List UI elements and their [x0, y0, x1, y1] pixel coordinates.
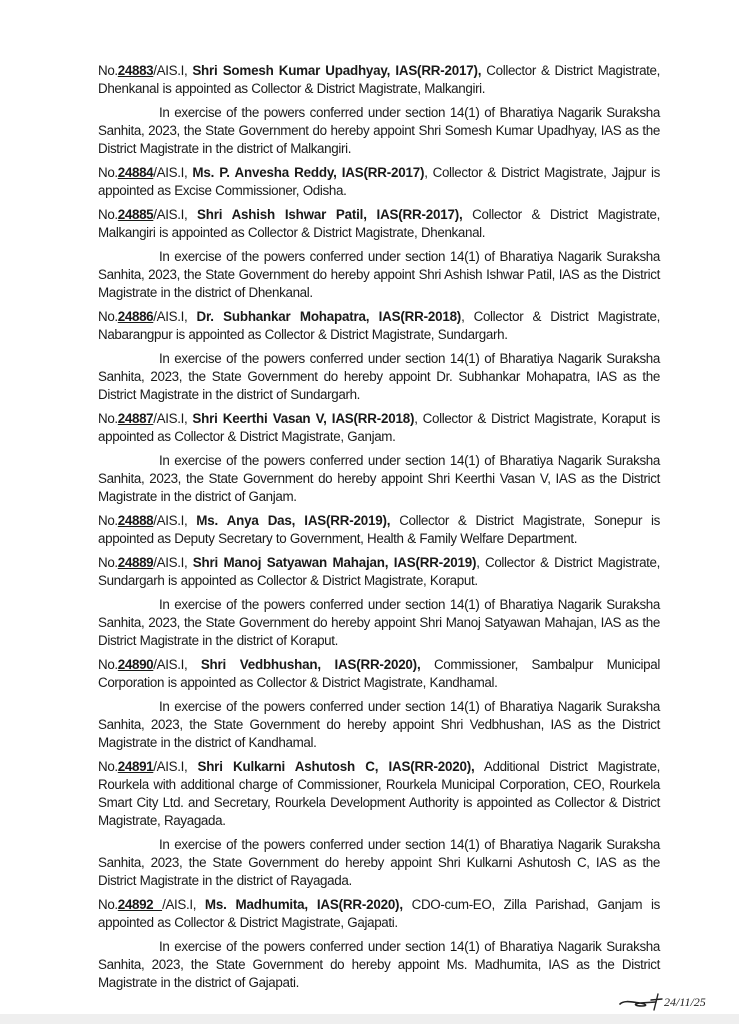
dm-notice-paragraph: In exercise of the powers conferred under section 14(1) of Bharatiya Nagarik Suraksha Sanhita, 2023, the State Government do hereby appoint Shri Somesh Kumar Upadhyay, IAS as the District Magistrate in the district of Malkangiri.	[98, 105, 660, 156]
order-paragraph	[98, 206, 660, 242]
order-number: 24889	[117, 555, 154, 570]
order-paragraph	[98, 62, 660, 98]
order-prefix: No.	[98, 309, 118, 324]
dm-notice-paragraph: In exercise of the powers conferred under section 14(1) of Bharatiya Nagarik Suraksha Sanhita, 2023, the State Government do hereby appoint Shri Ashish Ishwar Patil, IAS as the District Magistrate in the district of Dhenkanal.	[98, 249, 660, 300]
order-paragraph	[98, 758, 660, 830]
order-suffix: /AIS.I,	[153, 165, 193, 180]
order-number: 24890	[117, 657, 154, 672]
order-prefix: No.	[98, 513, 118, 528]
order-suffix: /AIS.I,	[153, 309, 197, 324]
officer-name: Ms. Anya Das, IAS(RR-2019),	[196, 513, 391, 528]
appointment-text: CDO-cum-EO, Zilla Parishad, Ganjam is appointed as Collector & District Magistrate, Gajapati.	[98, 897, 660, 930]
dm-notice-paragraph: In exercise of the powers conferred under section 14(1) of Bharatiya Nagarik Suraksha Sanhita, 2023, the State Government do hereby appoint Shri Vedbhushan, IAS as the District Magistrate in the district of Kandhamal.	[98, 699, 660, 750]
order-suffix: /AIS.I,	[153, 555, 193, 570]
appointment-text: Collector & District Magistrate, Sonepur is appointed as Deputy Secretary to Government, Health & Family Welfare Department.	[98, 513, 660, 546]
order-paragraph	[98, 164, 660, 200]
document-page	[98, 62, 660, 998]
order-number: 24887	[117, 411, 154, 426]
order-prefix: No.	[98, 897, 118, 912]
order-suffix: /AIS.I,	[153, 207, 197, 222]
officer-name: Shri Kulkarni Ashutosh C, IAS(RR-2020),	[197, 759, 475, 774]
appointment-text: , Collector & District Magistrate, Sundargarh is appointed as Collector & District Magistrate, Koraput.	[98, 555, 661, 588]
appointment-text: Additional District Magistrate, Rourkela with additional charge of Commissioner, Rourkela Municipal Corporation, CEO, Rourkela Smart City Ltd. and Secretary, Rourkela Development Authority is appointed as Collector & District Magistrate, Rayagada.	[98, 759, 661, 828]
order-paragraph	[98, 554, 660, 590]
officer-name: Ms. P. Anvesha Reddy, IAS(RR-2017)	[192, 165, 425, 180]
order-suffix: /AIS.I,	[153, 411, 193, 426]
svg-text:24/11/25: 24/11/25	[664, 995, 706, 1009]
order-suffix: /AIS.I,	[162, 897, 205, 912]
order-number: 24883	[117, 63, 154, 78]
appointment-text: , Collector & District Magistrate, Koraput is appointed as Collector & District Magistrate, Ganjam.	[98, 411, 661, 444]
order-suffix: /AIS.I,	[153, 657, 201, 672]
order-number: 24885	[117, 207, 154, 222]
dm-notice-paragraph: In exercise of the powers conferred under section 14(1) of Bharatiya Nagarik Suraksha Sanhita, 2023, the State Government do hereby appoint Shri Keerthi Vasan V, IAS as the District Magistrate in the district of Ganjam.	[98, 453, 660, 504]
officer-name: Shri Keerthi Vasan V, IAS(RR-2018)	[192, 411, 415, 426]
order-prefix: No.	[98, 63, 118, 78]
handwritten-signature-icon	[618, 990, 718, 1014]
order-prefix: No.	[98, 411, 118, 426]
order-prefix: No.	[98, 207, 118, 222]
order-suffix: /AIS.I,	[153, 759, 198, 774]
appointment-text: Collector & District Magistrate, Malkangiri is appointed as Collector & District Magistrate, Dhenkanal.	[98, 207, 660, 240]
officer-name: Shri Somesh Kumar Upadhyay, IAS(RR-2017),	[192, 63, 482, 78]
order-prefix: No.	[98, 555, 118, 570]
officer-name: Ms. Madhumita, IAS(RR-2020),	[204, 897, 403, 912]
order-prefix: No.	[98, 165, 118, 180]
order-paragraph	[98, 512, 660, 548]
appointment-text: , Collector & District Magistrate, Nabarangpur is appointed as Collector & District Magistrate, Sundargarh.	[98, 309, 660, 342]
order-number: 24886	[117, 309, 154, 324]
order-number: 24891	[117, 759, 154, 774]
order-suffix: /AIS.I,	[153, 513, 197, 528]
dm-notice-paragraph: In exercise of the powers conferred under section 14(1) of Bharatiya Nagarik Suraksha Sanhita, 2023, the State Government do hereby appoint Shri Manoj Satyawan Mahajan, IAS as the District Magistrate in the district of Koraput.	[98, 597, 660, 648]
order-paragraph	[98, 308, 660, 344]
order-prefix: No.	[98, 759, 118, 774]
order-prefix: No.	[98, 657, 118, 672]
order-paragraph	[98, 896, 660, 932]
order-number: 24888	[117, 513, 154, 528]
appointment-text: , Collector & District Magistrate, Jajpur is appointed as Excise Commissioner, Odisha.	[98, 165, 660, 198]
appointment-text: Collector & District Magistrate, Dhenkanal is appointed as Collector & District Magistrate, Malkangiri.	[98, 63, 661, 96]
appointment-text: Commissioner, Sambalpur Municipal Corporation is appointed as Collector & District Magistrate, Kandhamal.	[98, 657, 661, 690]
officer-name: Dr. Subhankar Mohapatra, IAS(RR-2018)	[196, 309, 462, 324]
dm-notice-paragraph: In exercise of the powers conferred under section 14(1) of Bharatiya Nagarik Suraksha Sanhita, 2023, the State Government do hereby appoint Shri Kulkarni Ashutosh C, IAS as the District Magistrate in the district of Rayagada.	[98, 837, 660, 888]
order-number: 24892	[117, 897, 163, 912]
order-paragraph	[98, 656, 660, 692]
officer-name: Shri Vedbhushan, IAS(RR-2020),	[200, 657, 421, 672]
dm-notice-paragraph: In exercise of the powers conferred under section 14(1) of Bharatiya Nagarik Suraksha Sanhita, 2023, the State Government do hereby appoint Ms. Madhumita, IAS as the District Magistrate in the district of Gajapati.	[98, 939, 660, 990]
order-number: 24884	[117, 165, 154, 180]
page-bottom-edge	[0, 1014, 739, 1024]
order-paragraph	[98, 410, 660, 446]
dm-notice-paragraph: In exercise of the powers conferred under section 14(1) of Bharatiya Nagarik Suraksha Sanhita, 2023, the State Government do hereby appoint Dr. Subhankar Mohapatra, IAS as the District Magistrate in the district of Sundargarh.	[98, 351, 660, 402]
order-suffix: /AIS.I,	[153, 63, 193, 78]
officer-name: Shri Manoj Satyawan Mahajan, IAS(RR-2019)	[192, 555, 477, 570]
officer-name: Shri Ashish Ishwar Patil, IAS(RR-2017),	[197, 207, 463, 222]
